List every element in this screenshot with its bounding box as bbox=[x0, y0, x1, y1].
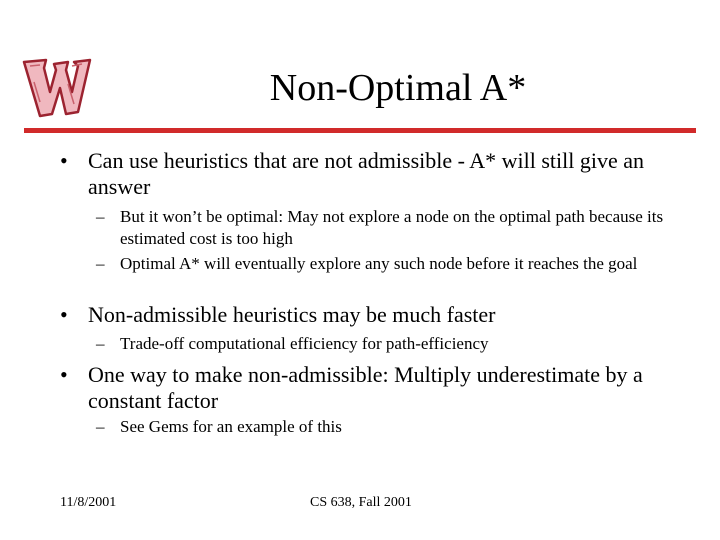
sub-bullet-mark: – bbox=[96, 334, 105, 353]
slide-title: Non-Optimal A* bbox=[269, 67, 527, 109]
bullet-text: Non-admissible heuristics may be much faster bbox=[88, 302, 496, 327]
sub-bullet-item bbox=[96, 253, 706, 275]
bullet-item bbox=[60, 148, 700, 200]
sub-bullet-text: But it won’t be optimal: May not explore a node on the optimal path because its estimated cost is too high bbox=[120, 207, 664, 248]
bullet-item bbox=[60, 362, 700, 414]
footer-date: 11/8/2001 bbox=[60, 495, 117, 510]
bullet-mark: • bbox=[60, 302, 68, 327]
sub-bullet-text: See Gems for an example of this bbox=[120, 417, 342, 436]
bullet-text: Can use heuristics that are not admissible - A* will still give an answer bbox=[88, 148, 645, 199]
sub-bullet-item bbox=[96, 333, 706, 355]
sub-bullet-mark: – bbox=[96, 207, 105, 226]
sub-bullet-item bbox=[96, 206, 706, 250]
sub-bullet-mark: – bbox=[96, 254, 105, 273]
footer-course: CS 638, Fall 2001 bbox=[310, 495, 412, 510]
sub-bullet-text: Trade-off computational efficiency for path-efficiency bbox=[120, 334, 489, 353]
bullet-text: One way to make non-admissible: Multiply underestimate by a constant factor bbox=[88, 362, 643, 413]
bullet-mark: • bbox=[60, 148, 68, 173]
sub-bullet-text: Optimal A* will eventually explore any such node before it reaches the goal bbox=[120, 254, 638, 273]
sub-bullet-item bbox=[96, 416, 706, 438]
sub-bullet-mark: – bbox=[96, 417, 105, 436]
bullet-mark: • bbox=[60, 362, 68, 387]
bullet-item bbox=[60, 302, 700, 328]
